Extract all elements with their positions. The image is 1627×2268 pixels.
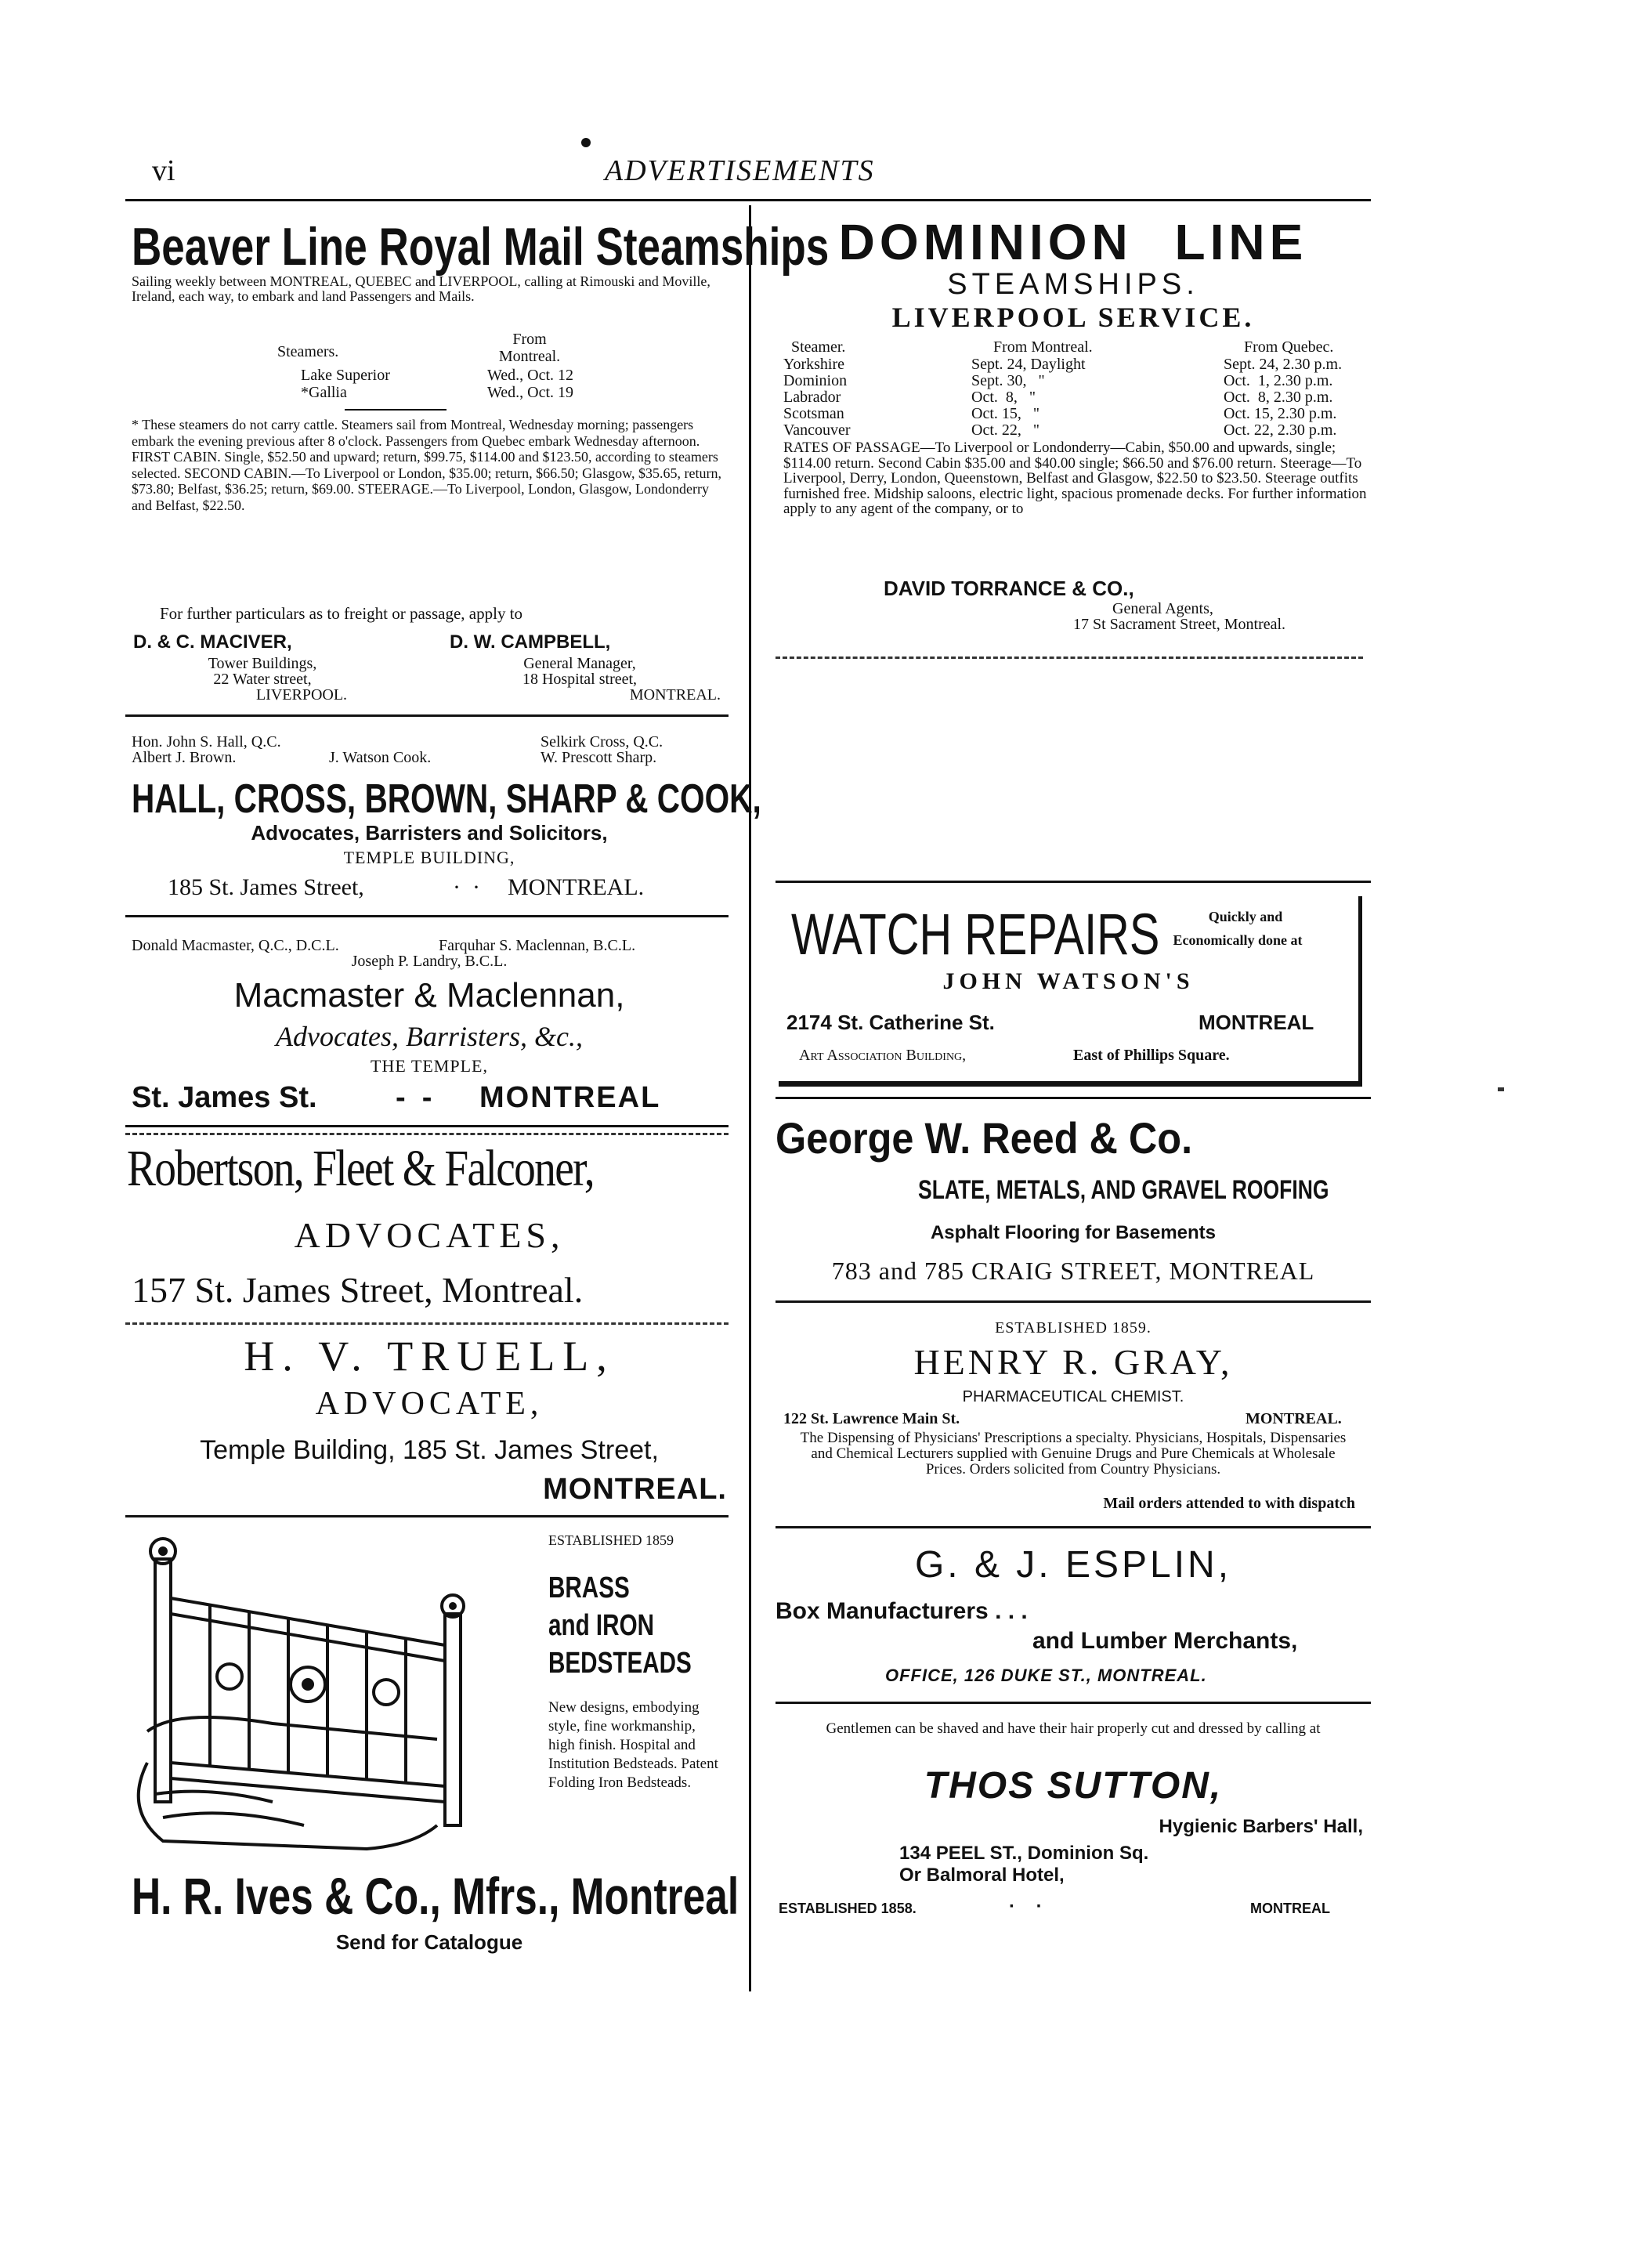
truell-name: H. V. TRUELL, bbox=[244, 1333, 615, 1380]
beaver-notes: * These steamers do not carry cattle. Steamers sail from Montreal, Wednesday morning; passengers embark the evening previous after 8 o'clock. Passengers from Quebec embark Wednesday afternoon. FIRST CABIN. Single, $52.50 and upward; return, $99.75, $114.00 and $123.50, according to steamers selected. SECOND CABIN.—To Liverpool or London, $35.00; return, $66.50; Glasgow, $35.65, return, $73.80; Belfast, $36.25; return, $69.00. STEERAGE.—To Liverpool, London, Glasgow, Londonderry and Belfast, $22.50. bbox=[132, 417, 721, 513]
macmaster-address: St. James St. bbox=[132, 1081, 317, 1114]
gray-address: 122 St. Lawrence Main St. bbox=[783, 1410, 960, 1427]
watch-name: JOHN WATSON'S bbox=[942, 968, 1195, 994]
watch-quickly: Quickly and bbox=[1208, 909, 1283, 924]
hall-names-mid: J. Watson Cook. bbox=[329, 749, 432, 766]
reed-address: 783 and 785 CRAIG STREET, MONTREAL bbox=[831, 1257, 1315, 1285]
watch-economically: Economically done at bbox=[1173, 932, 1303, 948]
ives-and-iron: and IRON bbox=[548, 1609, 655, 1642]
rule-after-gray bbox=[776, 1526, 1371, 1528]
dominion-row-2-quebec: Oct. 1, 2.30 p.m. bbox=[1224, 372, 1333, 389]
reed-title: George W. Reed & Co. bbox=[776, 1113, 1193, 1163]
macmaster-city: MONTREAL bbox=[479, 1081, 661, 1114]
gray-desc: The Dispensing of Physicians' Prescriptions a specialty. Physicians, Hospitals, Dispensaries and Chemical Lecturers supplied with Genuine Drugs and Pure Chemicals at Wholesale Prices. Orders solicited from Country Physicians. bbox=[800, 1430, 1347, 1478]
robertson-desc: ADVOCATES, bbox=[294, 1215, 565, 1255]
truell-city: MONTREAL. bbox=[543, 1473, 727, 1506]
beaver-agent1-addr2: 22 Water street, bbox=[213, 671, 312, 688]
ives-brass: BRASS bbox=[548, 1572, 630, 1604]
dominion-row-4-montreal: Oct. 15, " bbox=[971, 405, 1040, 422]
gray-established: ESTABLISHED 1859. bbox=[995, 1319, 1152, 1337]
beaver-col-steamers: Steamers. bbox=[277, 343, 339, 360]
sutton-name: THOS SUTTON, bbox=[924, 1765, 1223, 1807]
dominion-row-5-quebec: Oct. 22, 2.30 p.m. bbox=[1224, 421, 1337, 439]
hall-names-right2: W. Prescott Sharp. bbox=[541, 749, 657, 766]
beaver-agent2-addr2: 18 Hospital street, bbox=[522, 671, 638, 688]
macmaster-dashes: - - bbox=[396, 1081, 432, 1114]
gray-name: HENRY R. GRAY, bbox=[913, 1342, 1233, 1382]
truell-desc: ADVOCATE, bbox=[315, 1386, 544, 1422]
beaver-agent2-addr3: MONTREAL. bbox=[629, 686, 721, 704]
column-divider bbox=[749, 205, 751, 1991]
watch-address: 2174 St. Catherine St. bbox=[786, 1011, 995, 1034]
rule-after-truell bbox=[125, 1515, 729, 1517]
beaver-row-1-date: Wed., Oct. 12 bbox=[487, 367, 574, 384]
ives-bedsteads: BEDSTEADS bbox=[548, 1647, 692, 1680]
page-title: ADVERTISEMENTS bbox=[605, 154, 875, 187]
macmaster-names-right: Farquhar S. Maclennan, B.C.L. bbox=[439, 937, 636, 954]
bullet-mark bbox=[581, 138, 591, 147]
watch-east: East of Phillips Square. bbox=[1073, 1047, 1230, 1064]
dominion-row-1-name: Yorkshire bbox=[783, 356, 844, 373]
esplin-name: G. & J. ESPLIN, bbox=[914, 1544, 1232, 1586]
esplin-line1: Box Manufacturers . . . bbox=[776, 1598, 1028, 1624]
dash-after-macmaster bbox=[125, 1133, 729, 1135]
dominion-row-4-name: Scotsman bbox=[783, 405, 844, 422]
gray-title: PHARMACEUTICAL CHEMIST. bbox=[962, 1388, 1184, 1405]
rule-after-beaver bbox=[125, 714, 729, 717]
dominion-row-5-montreal: Oct. 22, " bbox=[971, 421, 1040, 439]
dominion-service: LIVERPOOL SERVICE. bbox=[891, 302, 1255, 333]
dominion-row-5-name: Vancouver bbox=[783, 421, 851, 439]
dominion-row-4-quebec: Oct. 15, 2.30 p.m. bbox=[1224, 405, 1337, 422]
dominion-row-3-quebec: Oct. 8, 2.30 p.m. bbox=[1224, 389, 1333, 406]
robertson-firm: Robertson, Fleet & Falconer, bbox=[127, 1140, 594, 1197]
hall-names-left2: Albert J. Brown. bbox=[132, 749, 237, 766]
macmaster-firm: Macmaster & Maclennan, bbox=[233, 976, 625, 1015]
sutton-city: MONTREAL bbox=[1250, 1901, 1330, 1916]
rule-before-watch bbox=[776, 881, 1371, 883]
hall-names-left1: Hon. John S. Hall, Q.C. bbox=[132, 733, 281, 751]
sutton-address: 134 PEEL ST., Dominion Sq. bbox=[899, 1843, 1149, 1864]
robertson-address: 157 St. James Street, Montreal. bbox=[132, 1270, 584, 1310]
watch-title: WATCH REPAIRS bbox=[791, 902, 1160, 967]
hall-desc: Advocates, Barristers and Solicitors, bbox=[251, 821, 608, 845]
beaver-agent1-addr1: Tower Buildings, bbox=[208, 655, 317, 672]
ives-established: ESTABLISHED 1859 bbox=[548, 1532, 674, 1548]
esplin-line2: and Lumber Merchants, bbox=[1032, 1628, 1298, 1654]
sutton-intro: Gentlemen can be shaved and have their hair properly cut and dressed by calling at bbox=[826, 1720, 1321, 1737]
beaver-agent1-name: D. & C. MACIVER, bbox=[133, 631, 292, 653]
hall-names-right1: Selkirk Cross, Q.C. bbox=[541, 733, 663, 751]
beaver-row-1-name: Lake Superior bbox=[301, 367, 390, 384]
watch-building: Art Association Building, bbox=[799, 1047, 967, 1064]
rule-after-watch bbox=[776, 1097, 1371, 1099]
dominion-row-2-name: Dominion bbox=[783, 372, 848, 389]
beaver-agent2-addr1: General Manager, bbox=[523, 655, 636, 672]
beaver-row-2-name: *Gallia bbox=[301, 384, 347, 401]
beaver-short-rule bbox=[345, 409, 447, 411]
macmaster-names-left: Donald Macmaster, Q.C., D.C.L. bbox=[132, 937, 339, 954]
sutton-hall: Hygienic Barbers' Hall, bbox=[1159, 1816, 1363, 1837]
hall-firm: HALL, CROSS, BROWN, SHARP & COOK, bbox=[132, 776, 761, 822]
rule-after-reed bbox=[776, 1300, 1371, 1303]
dominion-rates: RATES OF PASSAGE—To Liverpool or Londonderry—Cabin, $50.00 and upwards, single; $114.00 return. Second Cabin $35.00 and $40.00 single; $66.50 and $76.00 return. Steerage—To Liverpool, Derry, London, Queenstown, Belfast and Glasgow, $22.50 to $23.50. Steerage outfits furnished free. Midship saloons, electric light, spacious promenade decks. For further information apply to any agent of the company, or to bbox=[783, 439, 1367, 517]
rule-after-esplin bbox=[776, 1702, 1371, 1704]
beaver-row-2-date: Wed., Oct. 19 bbox=[487, 384, 574, 401]
reed-asphalt: Asphalt Flooring for Basements bbox=[930, 1222, 1217, 1243]
dominion-row-2-montreal: Sept. 30, " bbox=[971, 372, 1045, 389]
stray-mark bbox=[1498, 1087, 1504, 1091]
dominion-row-3-montreal: Oct. 8, " bbox=[971, 389, 1036, 406]
watch-city: MONTREAL bbox=[1199, 1011, 1314, 1034]
ives-firm: H. R. Ives & Co., Mfrs., Montreal bbox=[132, 1867, 739, 1925]
beaver-col-from: From Montreal. bbox=[498, 331, 561, 365]
dominion-agent: DAVID TORRANCE & CO., bbox=[884, 577, 1134, 600]
ives-catalogue: Send for Catalogue bbox=[335, 1930, 523, 1954]
dash-after-robertson bbox=[125, 1322, 729, 1325]
macmaster-names-mid: Joseph P. Landry, B.C.L. bbox=[351, 953, 508, 970]
macmaster-building: THE TEMPLE, bbox=[371, 1056, 488, 1076]
hall-city: MONTREAL. bbox=[508, 874, 645, 900]
dominion-col-montreal: From Montreal. bbox=[993, 338, 1093, 356]
dominion-agent-role: General Agents, bbox=[1112, 600, 1213, 617]
dominion-title: DOMINION LINE bbox=[838, 214, 1308, 270]
beaver-title: Beaver Line Royal Mail Steamships bbox=[132, 217, 830, 277]
rule-after-hall bbox=[125, 915, 729, 917]
gray-mail: Mail orders attended to with dispatch bbox=[1103, 1495, 1355, 1512]
hall-dots: · · bbox=[453, 874, 480, 900]
gray-city: MONTREAL. bbox=[1246, 1410, 1342, 1427]
reed-desc: SLATE, METALS, AND GRAVEL ROOFING bbox=[918, 1175, 1329, 1205]
truell-address: Temple Building, 185 St. James Street, bbox=[200, 1435, 659, 1465]
macmaster-desc: Advocates, Barristers, &c., bbox=[276, 1021, 583, 1052]
hall-building: TEMPLE BUILDING, bbox=[343, 848, 515, 867]
dominion-subtitle: STEAMSHIPS. bbox=[947, 268, 1199, 301]
beaver-further: For further particulars as to freight or passage, apply to bbox=[160, 604, 523, 623]
dominion-row-1-montreal: Sept. 24, Daylight bbox=[971, 356, 1086, 373]
hall-address: 185 St. James Street, bbox=[168, 874, 364, 900]
dominion-row-1-quebec: Sept. 24, 2.30 p.m. bbox=[1224, 356, 1343, 373]
dominion-col-steamer: Steamer. bbox=[791, 338, 846, 356]
ives-desc: New designs, embodying style, fine workmanship, high finish. Hospital and Institution Bedsteads. Patent Folding Iron Bedsteads. bbox=[548, 1699, 718, 1791]
beaver-agent2-name: D. W. CAMPBELL, bbox=[450, 631, 611, 653]
sutton-dots: · · bbox=[1009, 1896, 1043, 1917]
dominion-row-3-name: Labrador bbox=[783, 389, 841, 406]
esplin-office: OFFICE, 126 DUKE ST., MONTREAL. bbox=[885, 1666, 1207, 1685]
dash-after-dominion bbox=[776, 657, 1363, 659]
sutton-established: ESTABLISHED 1858. bbox=[779, 1901, 917, 1916]
rule-after-macmaster bbox=[125, 1125, 729, 1127]
page-number: vi bbox=[152, 154, 175, 187]
beaver-intro: Sailing weekly between MONTREAL, QUEBEC and LIVERPOOL, calling at Rimouski and Moville, Ireland, each way, to embark and land Passengers and Mails. bbox=[132, 273, 710, 304]
dominion-agent-addr: 17 St Sacrament Street, Montreal. bbox=[1073, 616, 1286, 633]
bedstead-illustration bbox=[132, 1528, 523, 1857]
sutton-hotel: Or Balmoral Hotel, bbox=[899, 1865, 1065, 1886]
dominion-col-quebec: From Quebec. bbox=[1244, 338, 1334, 356]
header-rule bbox=[125, 199, 1371, 201]
beaver-agent1-addr3: LIVERPOOL. bbox=[255, 686, 348, 704]
